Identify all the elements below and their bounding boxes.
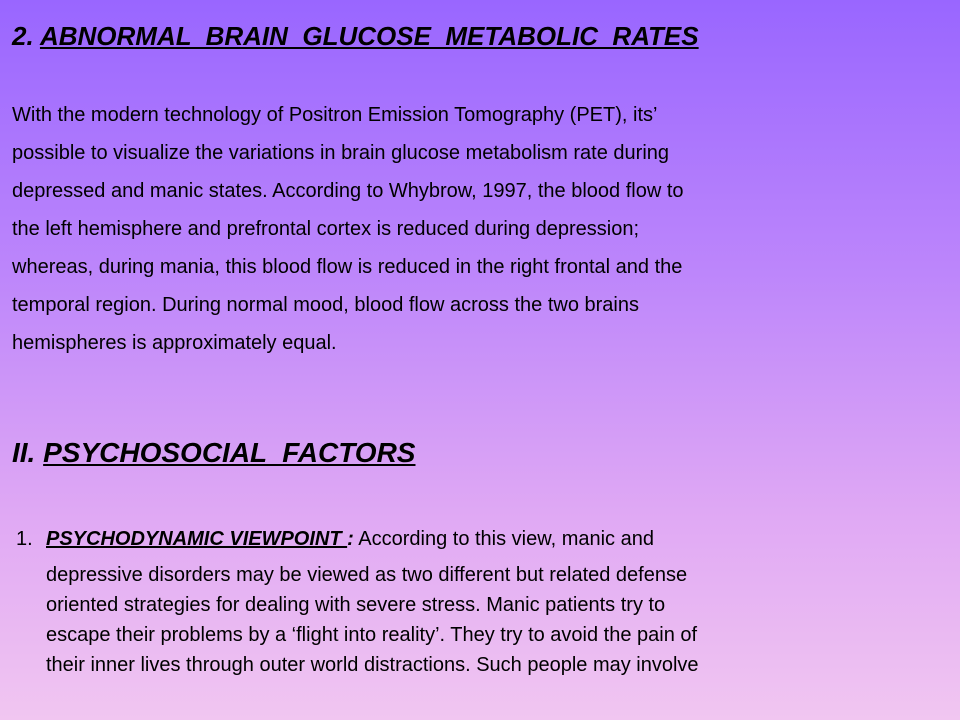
list-item-label: PSYCHODYNAMIC VIEWPOINT [46, 528, 348, 550]
section-heading-number: 2. [12, 21, 34, 51]
list-item-line: oriented strategies for dealing with severe stress. Manic patients try to [46, 594, 666, 616]
list-item-line: escape their problems by a ‘flight into reality’. They try to avoid the pain of [46, 624, 698, 646]
part-heading [12, 433, 415, 473]
intro-paragraph [12, 96, 952, 362]
section-heading-title: ABNORMAL BRAIN GLUCOSE METABOLIC RATES [39, 21, 699, 51]
list-item-marker: 1. [16, 528, 33, 550]
paragraph-line: With the modern technology of Positron Emission Tomography (PET), its’ [12, 104, 658, 126]
section-heading [12, 18, 699, 54]
paragraph-line: hemispheres is approximately equal. [12, 332, 337, 354]
paragraph-line: whereas, during mania, this blood flow is reduced in the right frontal and the [12, 256, 683, 278]
paragraph-line: depressed and manic states. According to Whybrow, 1997, the blood flow to [12, 180, 684, 202]
part-heading-number: II. [12, 437, 36, 468]
list-item-line: depressive disorders may be viewed as two different but related defense [46, 564, 688, 586]
numbered-list-item [16, 518, 956, 680]
paragraph-line: the left hemisphere and prefrontal cortex is reduced during depression; [12, 218, 640, 240]
paragraph-line: temporal region. During normal mood, blood flow across the two brains [12, 294, 639, 316]
part-heading-title: PSYCHOSOCIAL FACTORS [43, 437, 416, 468]
list-item-first-text: According to this view, manic and [353, 528, 654, 550]
paragraph-line: possible to visualize the variations in brain glucose metabolism rate during [12, 142, 670, 164]
list-item-line: their inner lives through outer world distractions. Such people may involve [46, 654, 699, 676]
list-item-colon: : [347, 528, 354, 550]
list-item-first-line [16, 518, 956, 560]
